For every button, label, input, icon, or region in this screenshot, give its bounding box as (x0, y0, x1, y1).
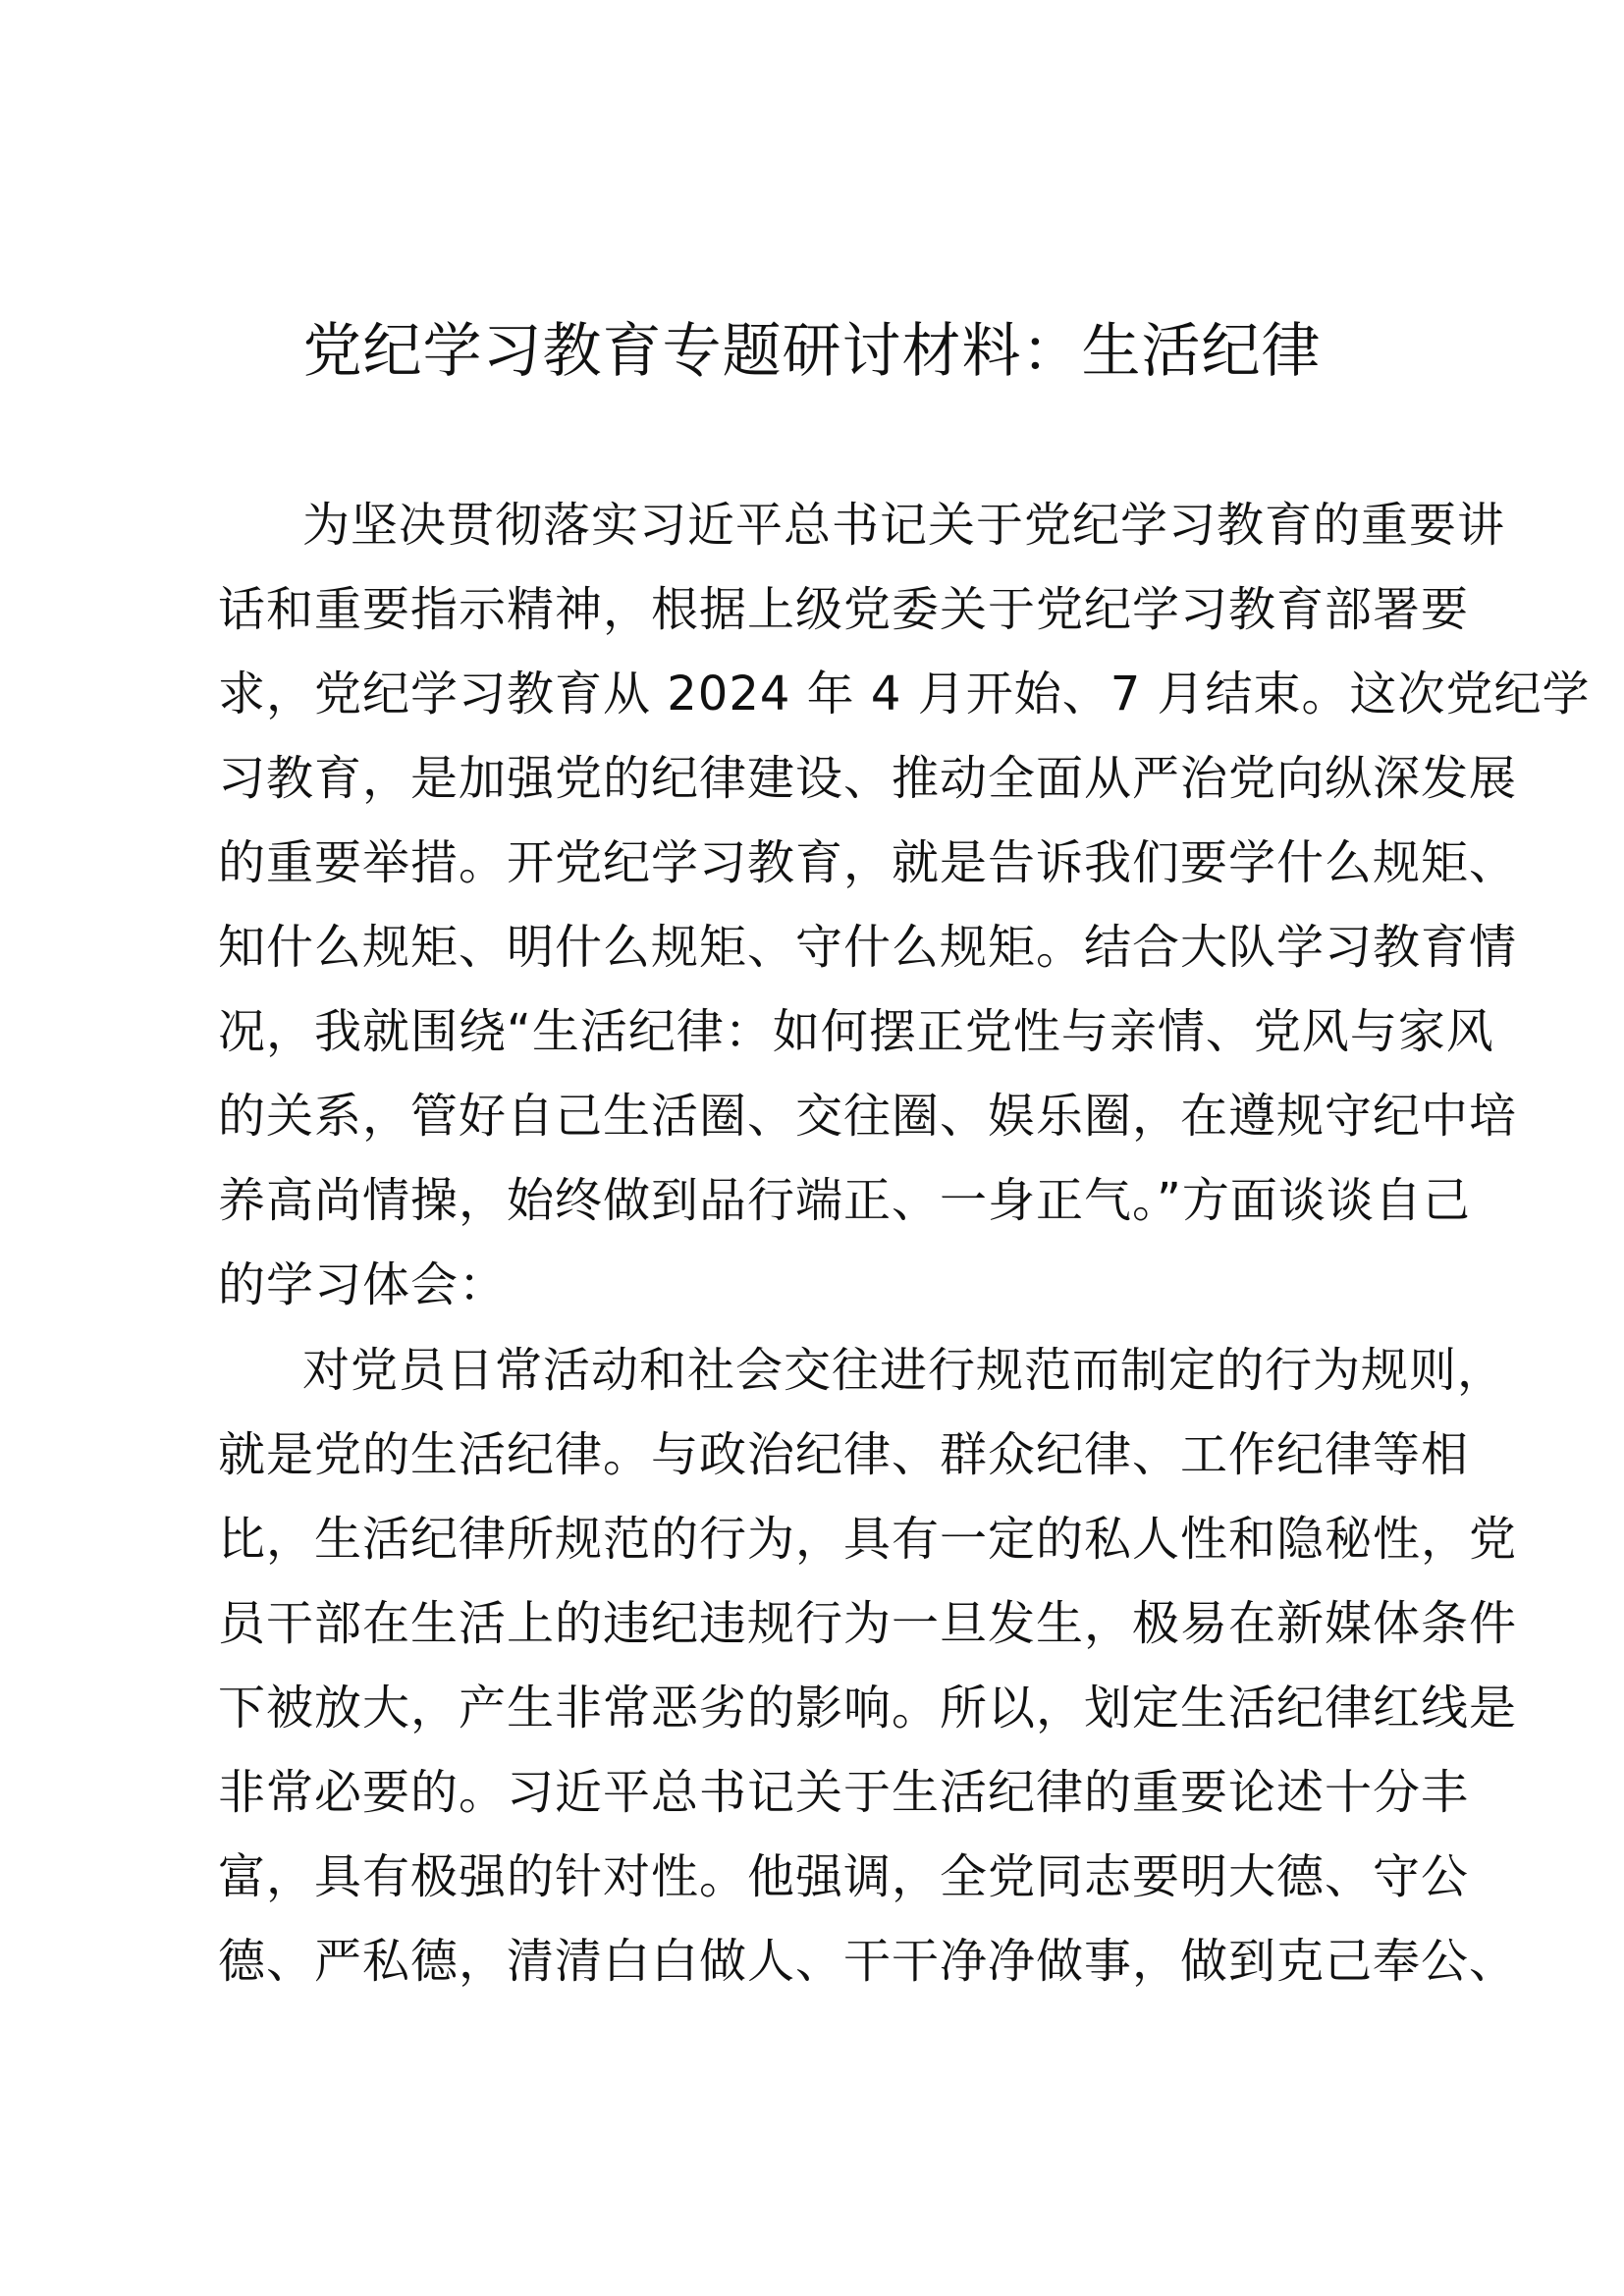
paragraph-line: 就是党的生活纪律。与政治纪律、群众纪律、工作纪律等相 (218, 1427, 1470, 1482)
paragraph-line: 员干部在生活上的违纪违规行为一旦发生，极易在新媒体条件 (218, 1596, 1518, 1651)
paragraph-line: 养高尚情操，始终做到品行端正、一身正气。”方面谈谈自己 (218, 1173, 1471, 1228)
document-title: 党纪学习教育专题研讨材料：生活纪律 (302, 317, 1322, 386)
paragraph-line: 对党员日常活动和社会交往进行规范而制定的行为规则， (302, 1343, 1506, 1398)
paragraph-line: 习教育，是加强党的纪律建设、推动全面从严治党向纵深发展 (218, 751, 1518, 806)
paragraph-line: 知什么规矩、明什么规矩、守什么规矩。结合大队学习教育情 (218, 920, 1518, 975)
paragraph-line: 德、严私德，清清白白做人、干干净净做事，做到克己奉公、 (218, 1934, 1518, 1989)
paragraph-line: 非常必要的。习近平总书记关于生活纪律的重要论述十分丰 (218, 1765, 1470, 1820)
paragraph-line: 求，党纪学习教育从 2024 年 4 月开始、7 月结束。这次党纪学 (218, 667, 1591, 721)
paragraph-line: 比，生活纪律所规范的行为，具有一定的私人性和隐秘性，党 (218, 1512, 1518, 1567)
paragraph-2 (218, 1328, 1518, 2003)
paragraph-line: 下被放大，产生非常恶劣的影响。所以，划定生活纪律红线是 (218, 1681, 1518, 1735)
paragraph-line: 富，具有极强的针对性。他强调，全党同志要明大德、守公 (218, 1849, 1470, 1904)
paragraph-line: 的重要举措。开党纪学习教育，就是告诉我们要学什么规矩、 (218, 835, 1518, 890)
paragraph-line: 的关系，管好自己生活圈、交往圈、娱乐圈，在遵规守纪中培 (218, 1089, 1518, 1144)
paragraph-line: 为坚决贯彻落实习近平总书记关于党纪学习教育的重要讲 (302, 498, 1506, 553)
paragraph-line: 的学习体会： (218, 1257, 508, 1312)
paragraph-line: 况，我就围绕“生活纪律：如何摆正党性与亲情、党风与家风 (218, 1004, 1494, 1059)
paragraph-line: 话和重要指示精神，根据上级党委关于党纪学习教育部署要 (218, 582, 1470, 637)
paragraph-1 (218, 483, 1591, 1327)
